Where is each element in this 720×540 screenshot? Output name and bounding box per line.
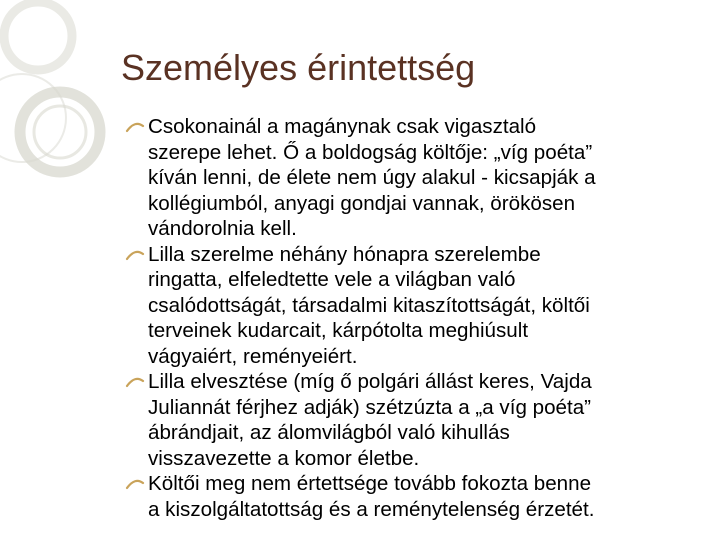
bullet-line: Lilla elvesztése (míg ő polgári állást keres, Vajda — [148, 370, 592, 393]
bullet-line: kíván lenni, de élete nem úgy alakul - kicsapják a — [148, 166, 596, 189]
arc-bullet-icon — [125, 476, 145, 492]
bullet-text — [148, 369, 700, 471]
bullet-line: csalódottságát, társadalmi kitaszítottságát, költői — [148, 293, 590, 317]
arc-bullet-icon — [125, 374, 145, 390]
bullet-line: ábrándjait, az álomvilágból való kihullás — [148, 421, 510, 444]
bullet-line: terveinek kudarcait, kárpótolta meghiúsult — [148, 319, 529, 342]
bullet-line: vándorolnia kell. — [148, 217, 297, 240]
bullet-text — [148, 471, 700, 522]
bullet-line: Lilla szerelme néhány hónapra szerelembe — [148, 242, 541, 266]
bullet-text — [148, 114, 700, 242]
bullet-line: szerepe lehet. Ő a boldogság költője: „víg poéta” — [148, 140, 593, 164]
bullet-line: kollégiumból, anyagi gondjai vannak, örökösen — [148, 191, 576, 215]
arc-bullet-icon — [125, 119, 145, 135]
bullet-line: vágyaiért, reményeiért. — [148, 344, 358, 368]
bullet-line: a kiszolgáltatottság és a reménytelenség érzetét. — [148, 497, 595, 521]
bullet-item — [0, 242, 700, 370]
bullet-line: Csokonainál a magánynak csak vigasztaló — [148, 115, 537, 138]
slide-title: Személyes érintettség — [121, 47, 476, 88]
bullet-item — [0, 369, 700, 471]
bullet-line: Költői meg nem értettsége tovább fokozta benne — [148, 472, 592, 495]
bullet-line: visszavezette a komor életbe. — [148, 446, 420, 470]
bullet-list — [0, 114, 720, 522]
bullet-text — [148, 242, 700, 370]
bullet-item — [0, 471, 700, 522]
arc-bullet-icon — [125, 247, 145, 263]
bullet-line: Juliannát férjhez adják) szétzúzta a „a víg poéta” — [148, 395, 592, 419]
bullet-item — [0, 114, 700, 242]
bullet-line: ringatta, elfeledtette vele a világban való — [148, 268, 516, 291]
